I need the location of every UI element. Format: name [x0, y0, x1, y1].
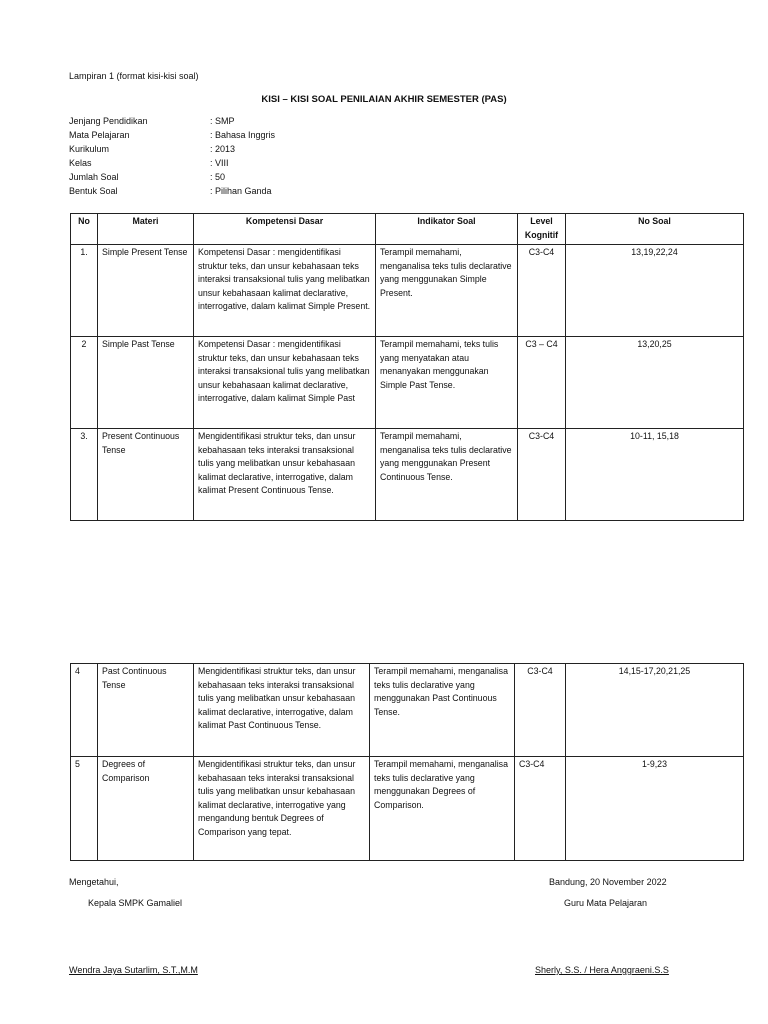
- header-level-kognitif: Level Kognitif: [518, 214, 566, 245]
- table-row: [71, 337, 744, 429]
- meta-label: Bentuk Soal: [69, 186, 118, 196]
- meta-value: : VIII: [210, 158, 229, 168]
- meta-value: : SMP: [210, 116, 235, 126]
- cell-materi: Simple Present Tense: [98, 245, 194, 337]
- header-materi: Materi: [98, 214, 194, 245]
- cell-no-soal: 1-9,23: [566, 757, 744, 861]
- table-header-row: [71, 214, 744, 245]
- cell-level-kognitif: C3 – C4: [518, 337, 566, 429]
- cell-level-kognitif: C3-C4: [515, 757, 566, 861]
- cell-materi: Degrees of Comparison: [98, 757, 194, 861]
- left-signatory-name: Wendra Jaya Sutarlim, S.T.,M.M: [69, 965, 198, 975]
- cell-no: 3.: [71, 429, 98, 521]
- right-signatory-name: Sherly, S.S. / Hera Anggraeni.S.S: [535, 965, 669, 975]
- cell-kompetensi-dasar: Kompetensi Dasar : mengidentifikasi struktur teks, dan unsur kebahasaan teks interaksi transaksional tulis yang melibatkan unsur kebahasaan kalimat declarative, interrogative, dalam kalimat Simple Present.: [194, 245, 376, 337]
- cell-no: 2: [71, 337, 98, 429]
- meta-label: Mata Pelajaran: [69, 130, 130, 140]
- meta-label: Kurikulum: [69, 144, 110, 154]
- cell-level-kognitif: C3-C4: [518, 245, 566, 337]
- meta-value: : 2013: [210, 144, 236, 154]
- table-row: [71, 757, 744, 861]
- header-indikator-soal: Indikator Soal: [376, 214, 518, 245]
- cell-no-soal: 14,15-17,20,21,25: [566, 664, 744, 757]
- cell-kompetensi-dasar: Mengidentifikasi struktur teks, dan unsur kebahasaan teks interaksi transaksional tulis yang melibatkan unsur kebahasaan kalimat declarative, interrogative, dalam kalimat Past Continuous Tense.: [194, 664, 370, 757]
- cell-no-soal: 13,19,22,24: [566, 245, 744, 337]
- table-row: [71, 429, 744, 521]
- table-row: [71, 664, 744, 757]
- cell-no: 1.: [71, 245, 98, 337]
- cell-indikator-soal: Terampil memahami, menganalisa teks tulis declarative yang menggunakan Past Continuous Tense.: [370, 664, 515, 757]
- left-intro: Mengetahui,: [69, 877, 119, 887]
- right-role: Guru Mata Pelajaran: [564, 898, 648, 908]
- meta-value: : Pilihan Ganda: [210, 186, 272, 196]
- cell-kompetensi-dasar: Mengidentifikasi struktur teks, dan unsur kebahasaan teks interaksi transaksional tulis yang melibatkan unsur kebahasaan kalimat declarative, interrogative yang mengandung bentuk Degrees of Comparison yang tepat.: [194, 757, 370, 861]
- cell-materi: Present Continuous Tense: [98, 429, 194, 521]
- cell-no: 5: [71, 757, 98, 861]
- cell-no: 4: [71, 664, 98, 757]
- meta-label: Jenjang Pendidikan: [69, 116, 148, 126]
- table-row: [71, 245, 744, 337]
- header-no-soal: No Soal: [566, 214, 744, 245]
- header-no: No: [71, 214, 98, 245]
- attachment-label: Lampiran 1 (format kisi-kisi soal): [69, 71, 199, 81]
- cell-no-soal: 10-11, 15,18: [566, 429, 744, 521]
- cell-materi: Past Continuous Tense: [98, 664, 194, 757]
- left-role: Kepala SMPK Gamaliel: [88, 898, 183, 908]
- header-kompetensi-dasar: Kompetensi Dasar: [194, 214, 376, 245]
- meta-value: : 50: [210, 172, 226, 182]
- meta-value: : Bahasa Inggris: [210, 130, 276, 140]
- cell-level-kognitif: C3-C4: [518, 429, 566, 521]
- cell-indikator-soal: Terampil memahami, menganalisa teks tulis declarative yang menggunakan Degrees of Comparison.: [370, 757, 515, 861]
- cell-materi: Simple Past Tense: [98, 337, 194, 429]
- cell-level-kognitif: C3-C4: [515, 664, 566, 757]
- cell-indikator-soal: Terampil memahami, menganalisa teks tulis declarative yang menggunakan Simple Present.: [376, 245, 518, 337]
- kisi-table-page-1: [70, 213, 744, 521]
- cell-kompetensi-dasar: Kompetensi Dasar : mengidentifikasi struktur teks, dan unsur kebahasaan teks interaksi transaksional tulis yang melibatkan unsur kebahasaan kalimat declarative, interrogative, dalam kalimat Simple Past: [194, 337, 376, 429]
- kisi-table-page-2: [70, 663, 744, 861]
- cell-indikator-soal: Terampil memahami, teks tulis yang menyatakan atau menanyakan menggunakan Simple Past Tense.: [376, 337, 518, 429]
- cell-no-soal: 13,20,25: [566, 337, 744, 429]
- meta-label: Kelas: [69, 158, 92, 168]
- cell-indikator-soal: Terampil memahami, menganalisa teks tulis declarative yang menggunakan Present Continuous Tense.: [376, 429, 518, 521]
- cell-kompetensi-dasar: Mengidentifikasi struktur teks, dan unsur kebahasaan teks interaksi transaksional tulis yang melibatkan unsur kebahasaan kalimat declarative, interrogative, dalam kalimat Present Continuous Tense.: [194, 429, 376, 521]
- place-date: Bandung, 20 November 2022: [549, 877, 667, 887]
- meta-label: Jumlah Soal: [69, 172, 119, 182]
- document-title: KISI – KISI SOAL PENILAIAN AKHIR SEMESTER (PAS): [261, 94, 507, 105]
